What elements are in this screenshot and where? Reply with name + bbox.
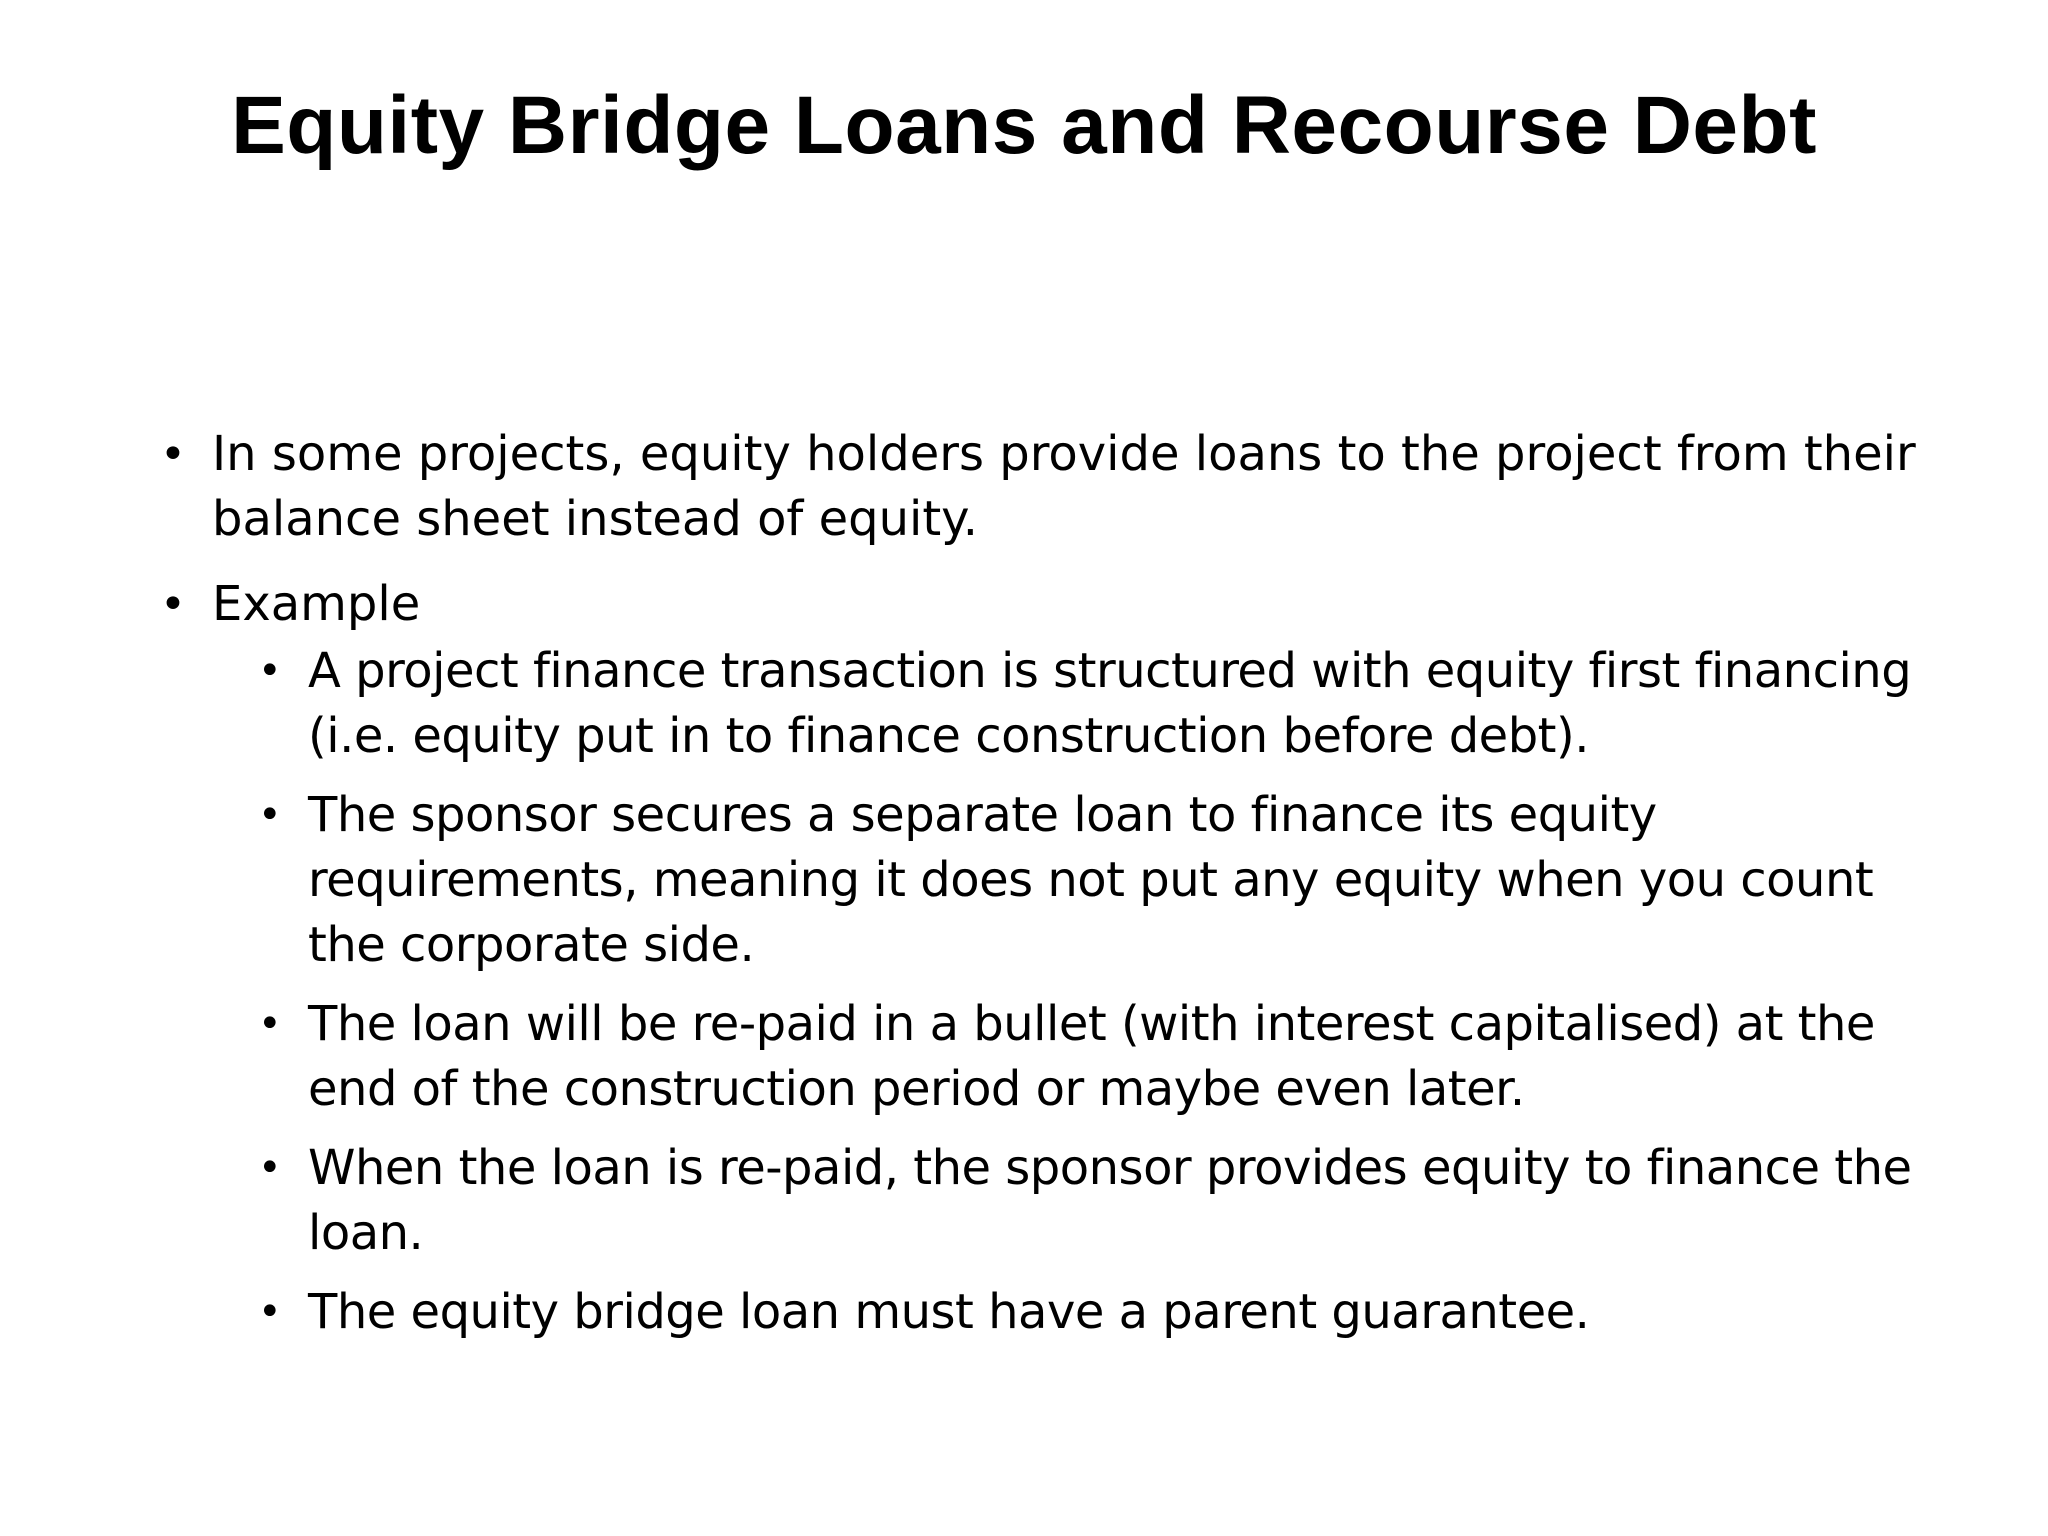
bullet-icon: • bbox=[258, 1289, 282, 1335]
sub-bullet-text: The loan will be re-paid in a bullet (with interest capitalised) at the end of the construction period or maybe even later. bbox=[308, 996, 1875, 1117]
slide-title: Equity Bridge Loans and Recourse Debt bbox=[231, 80, 1817, 171]
bullet-item bbox=[160, 422, 1920, 552]
bullet-icon: • bbox=[160, 429, 186, 480]
sub-bullet-text: The equity bridge loan must have a parent guarantee. bbox=[308, 1284, 1590, 1340]
bullet-icon: • bbox=[258, 1145, 282, 1191]
bullet-icon: • bbox=[160, 579, 186, 630]
sub-bullet-item bbox=[258, 1280, 1920, 1345]
bullet-text: Example bbox=[212, 576, 421, 632]
bullet-icon: • bbox=[258, 792, 282, 838]
bullet-list bbox=[160, 422, 1920, 1365]
sub-bullet-item bbox=[258, 639, 1920, 769]
sub-bullet-list bbox=[212, 639, 1920, 1345]
bullet-icon: • bbox=[258, 1001, 282, 1047]
sub-bullet-item bbox=[258, 1136, 1920, 1266]
sub-bullet-item bbox=[258, 783, 1920, 978]
sub-bullet-text: The sponsor secures a separate loan to finance its equity requirements, meaning it does not put any equity when you count the corporate side. bbox=[308, 787, 1874, 973]
bullet-text: In some projects, equity holders provide loans to the project from their balance sheet instead of equity. bbox=[212, 426, 1916, 547]
sub-bullet-item bbox=[258, 992, 1920, 1122]
sub-bullet-text: A project finance transaction is structured with equity first financing (i.e. equity put in to finance construction before debt). bbox=[308, 643, 1912, 764]
bullet-item bbox=[160, 572, 1920, 1345]
sub-bullet-text: When the loan is re-paid, the sponsor provides equity to finance the loan. bbox=[308, 1140, 1912, 1261]
bullet-icon: • bbox=[258, 648, 282, 694]
